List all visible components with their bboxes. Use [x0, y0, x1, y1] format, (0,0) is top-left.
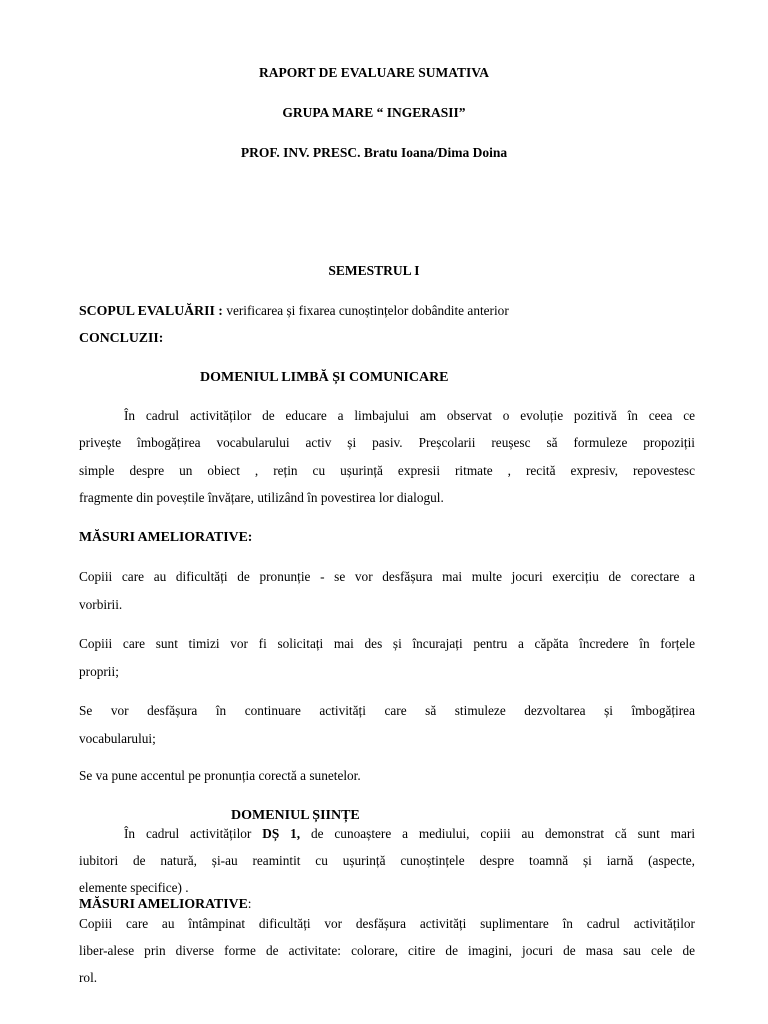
paragraph-line: vocabularului; [79, 731, 156, 746]
paragraph-line: iubitori de natură, și-au reamintit cu ușurință cunoștințele despre toamnă și iarnă (aspecte, [79, 853, 695, 868]
paragraph-line: fragmente din poveștile învățare, utilizând în povestirea lor dialogul. [79, 490, 444, 505]
measures-label-science [79, 895, 251, 913]
paragraph-line: Copiii care au dificultăți de pronunție - se vor desfășura mai multe jocuri exercițiu de corectare a [79, 569, 695, 584]
paragraph-line [124, 826, 695, 842]
paragraph-line: În cadrul activităților de educare a limbajului am observat o evoluție pozitivă în ceea ce [124, 408, 695, 423]
ds1-label: DȘ 1, [262, 826, 301, 841]
domain-language-title: DOMENIUL LIMBĂ ȘI COMUNICARE [200, 370, 449, 385]
measures-label-language: MĂSURI AMELIORATIVE: [79, 529, 253, 544]
paragraph-line: privește îmbogățirea vocabularului activ și pasiv. Preșcolarii reușesc să formuleze propoziții [79, 435, 695, 450]
paragraph-line: vorbirii. [79, 597, 123, 612]
paragraph-line: proprii; [79, 664, 119, 679]
measures-label-text: MĂSURI AMELIORATIVE [79, 896, 248, 911]
scope-label: SCOPUL EVALUĂRII : [79, 303, 227, 318]
paragraph-line: elemente specifice) . [79, 880, 189, 895]
scope-text: verificarea și fixarea cunoștințelor dobândite anterior [226, 303, 509, 318]
semester-heading: SEMESTRUL I [328, 263, 420, 278]
paragraph-prefix: În cadrul activităților [124, 826, 263, 841]
paragraph-line: rol. [79, 970, 98, 985]
report-title: RAPORT DE EVALUARE SUMATIVA [259, 65, 489, 80]
domain-science-title: DOMENIUL ȘIINȚE [231, 808, 360, 823]
evaluation-scope [79, 303, 509, 319]
paragraph-line: liber-alese prin diverse forme de activitate: colorare, citire de imagini, jocuri de masa sau cele de [79, 943, 695, 958]
conclusions-label: CONCLUZII: [79, 330, 164, 345]
measure-pronunciation-sounds: Se va pune accentul pe pronunția corectă a sunetelor. [79, 768, 361, 783]
paragraph-rest: de cunoaștere a mediului, copiii au demonstrat că sunt mari [300, 826, 696, 841]
paragraph-line: simple despre un obiect , rețin cu ușurință expresii ritmate , recită expresiv, repovestesc [79, 463, 695, 478]
paragraph-line: Se vor desfășura în continuare activități care să stimuleze dezvoltarea și îmbogățirea [79, 703, 695, 718]
group-name: GRUPA MARE “ INGERASII” [282, 105, 466, 120]
measures-colon: : [247, 896, 252, 911]
paragraph-line: Copiii care sunt timizi vor fi solicitați mai des și încurajați pentru a căpăta încredere în forțele [79, 636, 695, 651]
paragraph-line: Copiii care au întâmpinat dificultăți vor desfășura activități suplimentare în cadrul activităților [79, 916, 695, 931]
teachers-line: PROF. INV. PRESC. Bratu Ioana/Dima Doina [240, 145, 508, 160]
